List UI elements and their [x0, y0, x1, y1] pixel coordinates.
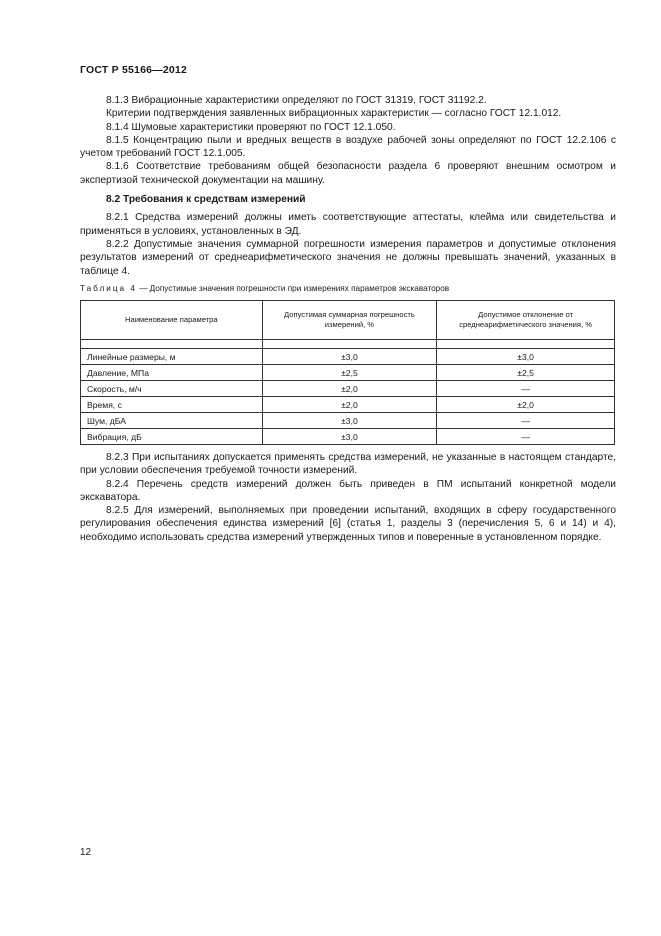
- table-4: [80, 300, 615, 445]
- column-header-parameter: Наименование параметра: [81, 301, 263, 340]
- standard-header: ГОСТ Р 55166—2012: [80, 64, 188, 76]
- cell-deviation: —: [437, 429, 615, 445]
- cell-parameter: Шум, дБА: [81, 413, 263, 429]
- column-header-total-error: Допустимая суммарная погрешность измерений, %: [262, 301, 437, 340]
- cell-total-error: ±3,0: [262, 413, 437, 429]
- paragraph-8-2-2: 8.2.2 Допустимые значения суммарной погрешности измерения параметров и допустимые отклонения результатов измерений от среднеарифметического значения не должны превышать значений, указанных в таблице 4.: [80, 238, 616, 277]
- cell-total-error: ±3,0: [262, 349, 437, 365]
- table-header-row: [81, 301, 615, 340]
- cell-parameter: Вибрация, дБ: [81, 429, 263, 445]
- paragraph-8-2-5: 8.2.5 Для измерений, выполняемых при проведении испытаний, входящих в сферу государственного регулирования обеспечения единства измерений [6] (статья 1, разделы 3 (перечисления 5, 6 и 14) и 4), необходимо использовать средства измерений утвержденных типов и поверенные в установленном порядке.: [80, 505, 616, 543]
- cell-total-error: ±2,5: [262, 365, 437, 381]
- cell-parameter: Скорость, м/ч: [81, 381, 263, 397]
- cell-deviation: ±2,5: [437, 365, 615, 381]
- cell-parameter: Давление, МПа: [81, 365, 263, 381]
- table-row: [81, 429, 615, 445]
- paragraph-8-1-6: 8.1.6 Соответствие требованиям общей безопасности раздела 6 проверяют внешним осмотром и экспертизой технической документации на машину.: [80, 161, 616, 186]
- cell-total-error: ±3,0: [262, 429, 437, 445]
- table-spacer-row: [81, 340, 615, 349]
- paragraph-8-2-3: 8.2.3 При испытаниях допускается применять средства измерений, не указанные в настоящем стандарте, при условии обеспечения требуемой точности измерений.: [80, 452, 616, 477]
- paragraph-8-1-4: 8.1.4 Шумовые характеристики проверяют по ГОСТ 12.1.050.: [106, 121, 396, 133]
- table-row: [81, 349, 615, 365]
- table-caption-label: Таблица 4: [80, 284, 137, 293]
- paragraph-8-2-1: 8.2.1 Средства измерений должны иметь соответствующие аттестаты, клейма или свидетельства и применяться в условиях, установленных в ЭД.: [80, 212, 616, 237]
- cell-parameter: Линейные размеры, м: [81, 349, 263, 365]
- paragraph-8-1-3: 8.1.3 Вибрационные характеристики определяют по ГОСТ 31319, ГОСТ 31192.2.: [106, 95, 487, 106]
- cell-parameter: Время, с: [81, 397, 263, 413]
- cell-deviation: —: [437, 413, 615, 429]
- table-row: [81, 365, 615, 381]
- page-number: 12: [80, 847, 92, 858]
- paragraph-vibration-criteria: Критерии подтверждения заявленных вибрационных характеристик — согласно ГОСТ 12.1.012.: [106, 108, 562, 120]
- table-row: [81, 397, 615, 413]
- cell-deviation: ±3,0: [437, 349, 615, 365]
- column-header-deviation: Допустимое отклонение от среднеарифметического значения, %: [437, 301, 615, 340]
- section-title: 8.2 Требования к средствам измерений: [106, 194, 306, 206]
- cell-total-error: ±2,0: [262, 397, 437, 413]
- table-row: [81, 381, 615, 397]
- table-row: [81, 413, 615, 429]
- text-block-bottom: [80, 451, 616, 544]
- cell-deviation: ±2,0: [437, 397, 615, 413]
- table-caption: [80, 284, 449, 293]
- text-block-top: [80, 94, 616, 278]
- table-caption-text: — Допустимые значения погрешности при измерениях параметров экскаваторов: [136, 284, 450, 293]
- cell-total-error: ±2,0: [262, 381, 437, 397]
- cell-deviation: —: [437, 381, 615, 397]
- paragraph-8-1-5: 8.1.5 Концентрацию пыли и вредных веществ в воздухе рабочей зоны определяют по ГОСТ 12.2.106 с учетом требований ГОСТ 12.1.005.: [80, 134, 616, 160]
- paragraph-8-2-4: 8.2.4 Перечень средств измерений должен быть приведен в ПМ испытаний конкретной модели экскаватора.: [80, 478, 616, 503]
